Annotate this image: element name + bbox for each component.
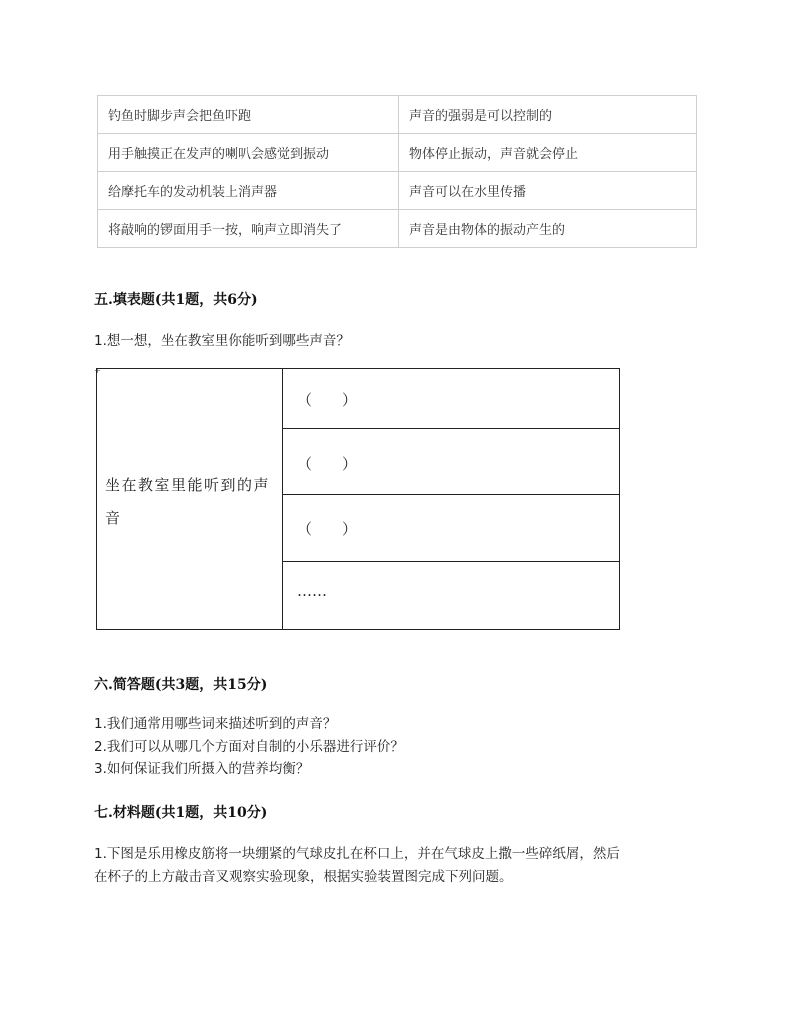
section-6-question: 1.我们通常用哪些词来描述听到的声音？ — [94, 716, 337, 732]
fill-table-label-cell — [97, 369, 283, 629]
section-6-heading: 六.简答题(共3题，共15分) — [94, 677, 268, 693]
table-cell-right: 物体停止振动，声音就会停止 — [399, 134, 697, 172]
fill-table-row — [283, 562, 619, 629]
section-5-heading: 五.填表题(共1题，共6分) — [94, 292, 258, 308]
answer-blank[interactable]: （ ） — [297, 520, 358, 538]
fill-table-row — [283, 495, 619, 562]
section-7-question-line: 在杯子的上方敲击音叉观察实验现象，根据实验装置图完成下列问题。 — [94, 869, 513, 885]
fill-table-label: 坐在教室里能听到的声音 — [105, 476, 271, 527]
section-7-heading: 七.材料题(共1题，共10分) — [94, 805, 268, 821]
table-cell-left: 给摩托车的发动机装上消声器 — [98, 172, 399, 210]
fill-table-row — [283, 369, 619, 429]
matching-table — [97, 95, 697, 248]
table-cell-right: 声音的强弱是可以控制的 — [399, 96, 697, 134]
answer-blank[interactable]: （ ） — [297, 455, 358, 473]
table-row — [98, 134, 697, 172]
table-anchor-mark: + — [94, 366, 101, 375]
table-row — [98, 96, 697, 134]
section-6-question: 2.我们可以从哪几个方面对自制的小乐器进行评价？ — [94, 739, 404, 755]
table-cell-left: 将敲响的锣面用手一按，响声立即消失了 — [98, 210, 399, 248]
table-row — [98, 210, 697, 248]
answer-blank[interactable]: （ ） — [297, 391, 358, 409]
fill-in-table — [96, 368, 620, 630]
table-row — [98, 172, 697, 210]
table-cell-left: 钓鱼时脚步声会把鱼吓跑 — [98, 96, 399, 134]
section-5-question: 1.想一想，坐在教室里你能听到哪些声音？ — [94, 333, 350, 349]
fill-table-row — [283, 429, 619, 495]
section-6-question: 3.如何保证我们所摄入的营养均衡？ — [94, 761, 310, 777]
table-cell-left: 用手触摸正在发声的喇叭会感觉到振动 — [98, 134, 399, 172]
section-7-question-line: 1.下图是乐用橡皮筋将一块绷紧的气球皮扎在杯口上，并在气球皮上撒一些碎纸屑，然后 — [94, 846, 620, 862]
answer-ellipsis: …… — [297, 582, 327, 600]
table-cell-right: 声音是由物体的振动产生的 — [399, 210, 697, 248]
table-cell-right: 声音可以在水里传播 — [399, 172, 697, 210]
